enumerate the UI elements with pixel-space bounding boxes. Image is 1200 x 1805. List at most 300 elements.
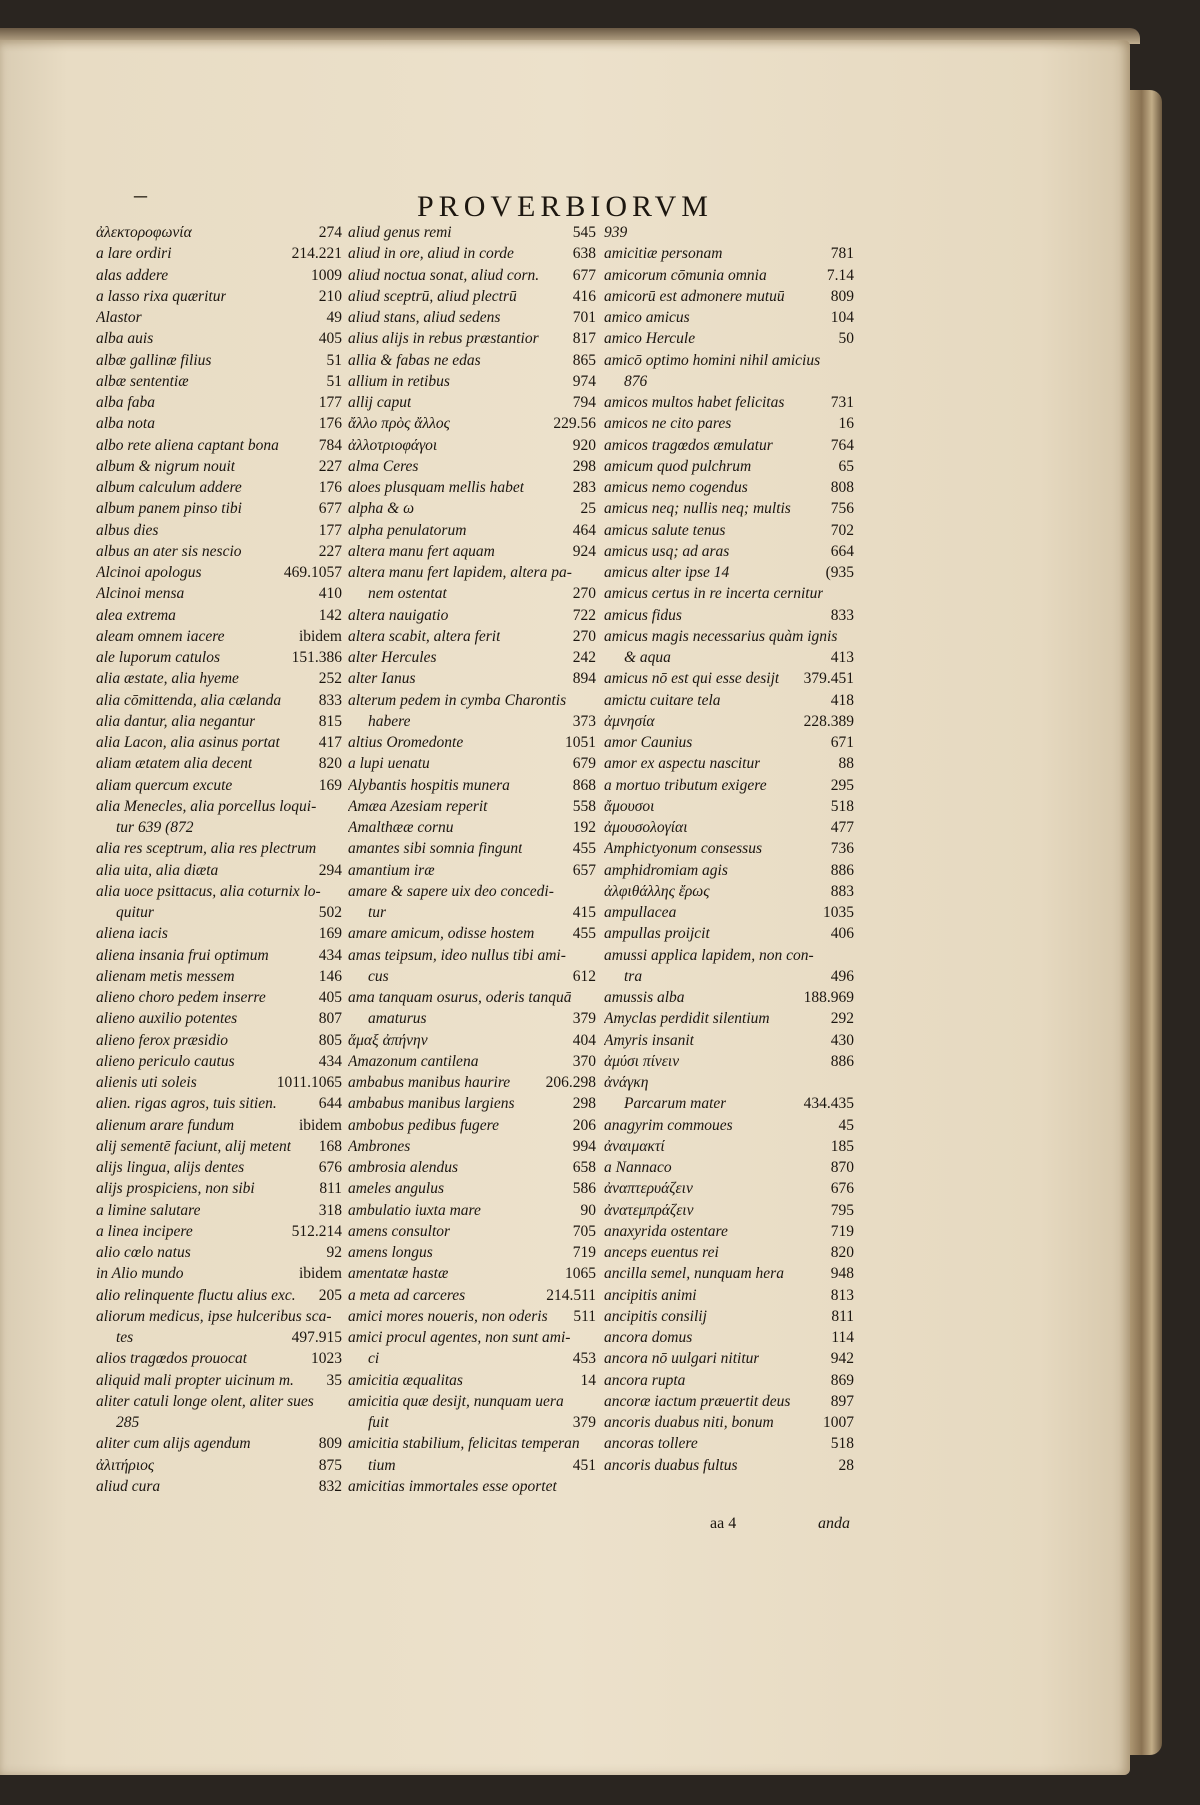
entry-term: alba faba [96,394,155,411]
index-entry [96,1008,342,1029]
entry-page-number: 719 [830,1222,854,1240]
entry-term: ἀμουσολογίαι [604,819,688,836]
entry-page-number: 188.969 [803,989,854,1006]
entry-page-number: 25 [580,500,596,518]
index-entry [348,1455,596,1476]
entry-term: amicitia quæ desijt, nunquam uera [348,1392,564,1410]
entry-term: ambabus manibus haurire [348,1074,511,1091]
entry-term: alba nota [96,415,155,433]
entry-term: ancora domus [604,1329,693,1346]
entry-page-number: 274 [318,224,342,241]
index-entry [96,243,342,264]
entry-term: ἅμαξ ἀπήνην [348,1031,428,1049]
index-entry [604,350,854,371]
entry-page-number: 65 [838,457,854,475]
entry-term: amens consultor [348,1222,451,1240]
index-entry [96,1348,342,1369]
index-entry [348,435,596,456]
index-entry [348,413,596,434]
entry-page-number: 477 [830,819,854,836]
index-entry [96,732,342,753]
entry-page-number: 227 [318,542,342,560]
entry-page-number: 405 [318,989,342,1006]
index-entry [96,1455,342,1476]
entry-page-number: 817 [572,330,596,348]
entry-page-number: 169 [318,776,342,794]
entry-term: nem ostentat [368,585,447,603]
index-entry [348,1242,596,1263]
entry-term: altera manu fert aquam [348,542,495,560]
entry-term: amico amicus [604,309,690,326]
entry-page-number: 719 [572,1244,596,1261]
entry-page-number: 511 [573,1307,596,1325]
entry-page-number: 176 [318,415,342,433]
entry-term: aliam ætatem alia decent [96,755,253,773]
entry-page-number: 406 [830,925,854,943]
index-entry [604,435,854,456]
entry-term: alea extrema [96,606,176,624]
entry-page-number: 664 [830,542,854,560]
entry-term: amicitia stabilium, felicitas temperan [348,1435,580,1453]
entry-term: ancora rupta [604,1371,686,1389]
entry-page-number: 809 [830,287,854,305]
entry-page-number: 994 [572,1137,596,1155]
entry-term: & aqua [624,649,671,666]
entry-term: alter Hercules [348,649,437,666]
index-entry [96,626,342,647]
index-entry [604,923,854,944]
entry-page-number: 764 [830,436,854,454]
index-entry [348,583,596,604]
entry-page-number: 455 [572,925,596,943]
index-entry [348,562,596,583]
index-entry [348,626,596,647]
entry-page-number: 434 [318,946,342,964]
entry-page-number: 677 [572,266,596,284]
index-entry [96,1115,342,1136]
entry-term: alius alijs in rebus præstantior [348,330,539,348]
entry-page-number: 214.221 [291,245,342,263]
entry-page-number: 114 [831,1329,854,1346]
entry-page-number: 545 [572,224,596,241]
entry-term: a lupi uenatu [348,755,430,773]
entry-term: ἀλεκτοροφωνία [96,224,192,241]
index-entry [96,328,342,349]
entry-page-number: 51 [326,351,342,369]
entry-term: aliorum medicus, ipse hulceribus sca- [96,1307,332,1325]
entry-term: amicō optimo homini nihil amicius [604,351,821,369]
index-entry [604,945,854,966]
index-entry [604,520,854,541]
index-entry [96,1306,342,1327]
index-entry [604,605,854,626]
entry-term: alia dantur, alia negantur [96,712,256,730]
entry-page-number: 451 [572,1456,596,1474]
entry-term: altera manu fert lapidem, altera pa- [348,564,572,581]
index-entry [604,1200,854,1221]
entry-page-number: 92 [326,1244,342,1261]
index-entry [604,1242,854,1263]
entry-page-number: 252 [318,670,342,688]
index-entry [96,902,342,923]
entry-page-number: 176 [318,479,342,496]
entry-page-number: 794 [572,394,596,411]
entry-page-number: 417 [318,734,342,751]
index-entry [348,1178,596,1199]
entry-page-number: 214.511 [546,1286,596,1304]
entry-term: a linea incipere [96,1222,193,1240]
entry-page-number: 227 [318,457,342,475]
index-entry [604,371,854,392]
entry-page-number: ibidem [298,1116,342,1134]
entry-term: amantium iræ [348,861,435,879]
index-entry [96,435,342,456]
index-entry [96,1433,342,1454]
entry-term: allij caput [348,394,412,411]
entry-page-number: 146 [318,967,342,985]
entry-term: ameles angulus [348,1180,445,1198]
entry-term: alij sementē faciunt, alij metent [96,1137,291,1155]
entry-page-number: 756 [830,500,854,518]
entry-page-number: 7.14 [826,266,854,284]
entry-page-number: 658 [572,1159,596,1176]
entry-term: amicum quod pulchrum [604,457,752,475]
entry-page-number: 894 [572,670,596,688]
index-entry [604,1263,854,1284]
entry-term: alieno ferox præsidio [96,1031,229,1049]
entry-term: alpha penulatorum [348,521,467,539]
entry-page-number: 722 [572,606,596,624]
index-entry [604,1370,854,1391]
entry-term: allium in retibus [348,372,450,390]
entry-page-number: 815 [318,712,342,730]
index-entry [604,838,854,859]
entry-term: amicos tragœdos æmulatur [604,436,773,454]
entry-term: ambabus manibus largiens [348,1095,515,1113]
index-entry [604,881,854,902]
entry-term: albæ sententiæ [96,372,189,390]
entry-page-number: 886 [830,1052,854,1070]
entry-page-number: 1023 [311,1350,342,1368]
entry-term: alijs lingua, alijs dentes [96,1159,245,1176]
entry-term: ambulatio iuxta mare [348,1201,481,1219]
entry-page-number: 50 [838,330,854,348]
entry-term: alio cœlo natus [96,1244,191,1261]
entry-term: ἀλφιθάλλης ἔρως [604,882,710,900]
entry-page-number: 294 [318,861,342,879]
index-entry [348,732,596,753]
entry-term: anceps euentus rei [604,1244,719,1261]
index-entry [348,1051,596,1072]
index-entry [604,265,854,286]
index-column-2 [348,222,596,1497]
index-entry [604,1008,854,1029]
entry-term: ἀλιτήριος [96,1456,155,1474]
index-entry [348,1306,596,1327]
index-entry [348,222,596,243]
entry-term: alas addere [96,266,169,284]
entry-term: Alybantis hospitis munera [348,776,510,794]
index-entry [604,796,854,817]
entry-term: 285 [116,1414,140,1431]
index-entry [348,456,596,477]
entry-page-number: 168 [318,1137,342,1155]
entry-term: alia Menecles, alia porcellus loqui- [96,797,317,815]
entry-term: amicus salute tenus [604,521,726,539]
entry-page-number: 781 [830,245,854,263]
index-entry [348,1327,596,1348]
index-entry [348,668,596,689]
entry-page-number: 811 [319,1180,342,1198]
entry-term: anagyrim commoues [604,1116,733,1134]
entry-page-number: 413 [830,649,854,666]
entry-term: albæ gallinæ filius [96,351,212,369]
entry-term: ale luporum catulos [96,649,220,666]
index-entry [96,605,342,626]
index-entry [96,647,342,668]
entry-page-number: 702 [830,521,854,539]
entry-term: amicos ne cito pares [604,415,732,433]
entry-page-number: 455 [572,840,596,858]
index-entry [96,413,342,434]
entry-term: a lasso rixa quæritur [96,287,227,305]
entry-page-number: 434.435 [803,1095,854,1113]
entry-term: alijs prospiciens, non sibi [96,1180,255,1198]
entry-page-number: 869 [830,1371,854,1389]
entry-page-number: 795 [830,1201,854,1219]
entry-term: amicus nemo cogendus [604,479,748,496]
entry-page-number: 242 [572,649,596,666]
page-footer [700,1515,850,1533]
entry-term: alienam metis messem [96,967,235,985]
entry-page-number: 502 [318,904,342,921]
entry-page-number: 404 [572,1031,596,1049]
entry-page-number: 1035 [823,904,854,921]
entry-page-number: 415 [572,904,596,921]
index-entry [348,392,596,413]
entry-page-number: 820 [830,1244,854,1261]
entry-term: amicorū est admonere mutuū [604,287,785,305]
entry-term: aliud noctua sonat, aliud corn. [348,266,540,284]
index-entry [96,711,342,732]
entry-page-number: 820 [318,755,342,773]
index-entry [348,1348,596,1369]
index-entry [604,307,854,328]
entry-page-number: 405 [318,330,342,348]
entry-term: ama tanquam osurus, oderis tanquā [348,989,572,1006]
entry-page-number: 920 [572,436,596,454]
index-entry [348,477,596,498]
entry-term: amicus nō est qui esse desijt [604,670,780,688]
index-entry [96,966,342,987]
entry-term: ci [368,1350,380,1368]
entry-term: alia Lacon, alia asinus portat [96,734,280,751]
index-entry [96,1327,342,1348]
entry-term: amicitiæ personam [604,245,723,263]
index-entry [604,328,854,349]
entry-term: Alcinoi mensa [96,585,185,603]
entry-page-number: ibidem [298,627,342,645]
entry-term: amicus magis necessarius quàm ignis [604,627,838,645]
entry-term: 939 [604,224,628,241]
entry-term: ancoris duabus niti, bonum [604,1414,774,1431]
entry-term: alia res sceptrum, alia res plectrum [96,840,317,858]
running-head: PROVERBIORVM [417,190,713,223]
entry-term: ἄλλο πρὸς ἄλλος [348,415,450,433]
index-entry [348,1030,596,1051]
index-entry [604,732,854,753]
entry-term: 876 [624,372,648,390]
entry-page-number: 228.389 [803,712,854,730]
entry-term: aliud genus remi [348,224,452,241]
index-entry [96,881,342,902]
index-entry [348,1093,596,1114]
entry-term: alma Ceres [348,457,419,475]
entry-page-number: 865 [572,351,596,369]
entry-term: ancipitis animi [604,1286,697,1304]
entry-term: albus an ater sis nescio [96,542,242,560]
entry-term: alienum arare fundum [96,1116,235,1134]
entry-page-number: 192 [572,819,596,836]
entry-term: aliena insania frui optimum [96,946,269,964]
entry-term: amicus alter ipse 14 [604,564,730,581]
entry-page-number: 318 [318,1201,342,1219]
entry-page-number: 497.915 [291,1329,342,1346]
index-entry [348,881,596,902]
entry-page-number: 370 [572,1052,596,1070]
entry-page-number: 868 [572,776,596,794]
entry-term: Alcinoi apologus [96,564,202,581]
entry-term: ancipitis consilij [604,1307,707,1325]
entry-term: album panem pinso tibi [96,500,242,518]
entry-term: ἀνάγκη [604,1074,649,1091]
index-entry [348,966,596,987]
index-entry [604,286,854,307]
entry-term: aliquid mali propter uicinum m. [96,1371,294,1389]
index-entry [604,987,854,1008]
entry-term: fuit [368,1414,389,1431]
entry-term: amphidromiam agis [604,861,728,879]
index-entry [96,583,342,604]
index-entry [604,1030,854,1051]
entry-term: alterum pedem in cymba Charontis [348,691,567,709]
entry-page-number: 28 [838,1456,854,1474]
entry-page-number: 49 [326,309,342,326]
entry-page-number: 229.56 [553,415,596,433]
entry-term: amici mores noueris, non oderis [348,1307,548,1325]
entry-page-number: 886 [830,861,854,879]
index-entry [96,1051,342,1072]
entry-term: amor Caunius [604,734,693,751]
catchword: anda [818,1515,850,1532]
entry-page-number: 736 [830,840,854,858]
entry-page-number: 270 [572,585,596,603]
entry-page-number: 809 [318,1435,342,1453]
entry-page-number: 104 [830,309,854,326]
entry-term: aliena iacis [96,925,168,943]
index-entry [348,307,596,328]
entry-term: amas teipsum, ideo nullus tibi ami- [348,946,566,964]
entry-term: alios tragœdos prouocat [96,1350,247,1368]
index-entry [96,562,342,583]
index-entry [348,498,596,519]
index-entry [604,1412,854,1433]
entry-term: a mortuo tributum exigere [604,776,767,794]
index-entry [96,350,342,371]
entry-term: ambobus pedibus fugere [348,1116,499,1134]
entry-term: amor ex aspectu nascitur [604,755,761,773]
entry-page-number: 418 [830,691,854,709]
entry-page-number: 512.214 [291,1222,342,1240]
index-entry [348,987,596,1008]
entry-term: amicorum cōmunia omnia [604,266,767,284]
index-entry [96,923,342,944]
index-entry [604,456,854,477]
entry-page-number: 464 [572,521,596,539]
entry-page-number: 638 [572,245,596,263]
index-entry [348,1285,596,1306]
index-entry [348,902,596,923]
entry-page-number: 151.386 [291,649,342,666]
index-entry [96,541,342,562]
index-entry [96,1285,342,1306]
entry-term: allia & fabas ne edas [348,351,481,369]
entry-page-number: 784 [318,436,342,454]
entry-term: aleam omnem iacere [96,627,225,645]
index-entry [604,498,854,519]
index-entry [604,902,854,923]
index-entry [348,647,596,668]
entry-term: ancoras tollere [604,1435,698,1453]
index-entry [604,1306,854,1327]
index-entry [96,987,342,1008]
entry-term: alter Ianus [348,670,416,688]
index-entry [348,541,596,562]
entry-term: Parcarum mater [624,1095,727,1113]
entry-term: aliud sceptrū, aliud plectrū [348,287,517,305]
entry-term: quitur [116,904,154,921]
index-entry [348,520,596,541]
index-entry [96,690,342,711]
entry-term: amussis alba [604,989,685,1006]
index-entry [96,1200,342,1221]
index-entry [604,222,854,243]
index-entry [96,1221,342,1242]
entry-term: aliam quercum excute [96,776,233,794]
index-entry [604,1221,854,1242]
entry-term: amico Hercule [604,330,696,348]
entry-page-number: 1007 [823,1414,854,1431]
entry-page-number: 1009 [311,266,342,284]
entry-page-number: 676 [318,1159,342,1176]
entry-page-number: 657 [572,861,596,879]
entry-page-number: 518 [830,797,854,815]
entry-term: tes [116,1329,134,1346]
index-entry [604,1178,854,1199]
entry-term: amicitias immortales esse oportet [348,1477,557,1495]
entry-term: aliter catuli longe olent, aliter sues [96,1392,314,1410]
entry-term: tra [624,967,643,985]
index-entry [604,1136,854,1157]
entry-page-number: 833 [318,691,342,709]
entry-page-number: 942 [830,1350,854,1368]
entry-page-number: 705 [572,1222,596,1240]
entry-page-number: 974 [572,372,596,390]
entry-page-number: 16 [838,415,854,433]
entry-page-number: 430 [830,1031,854,1049]
index-entry [604,1115,854,1136]
index-entry [348,371,596,392]
